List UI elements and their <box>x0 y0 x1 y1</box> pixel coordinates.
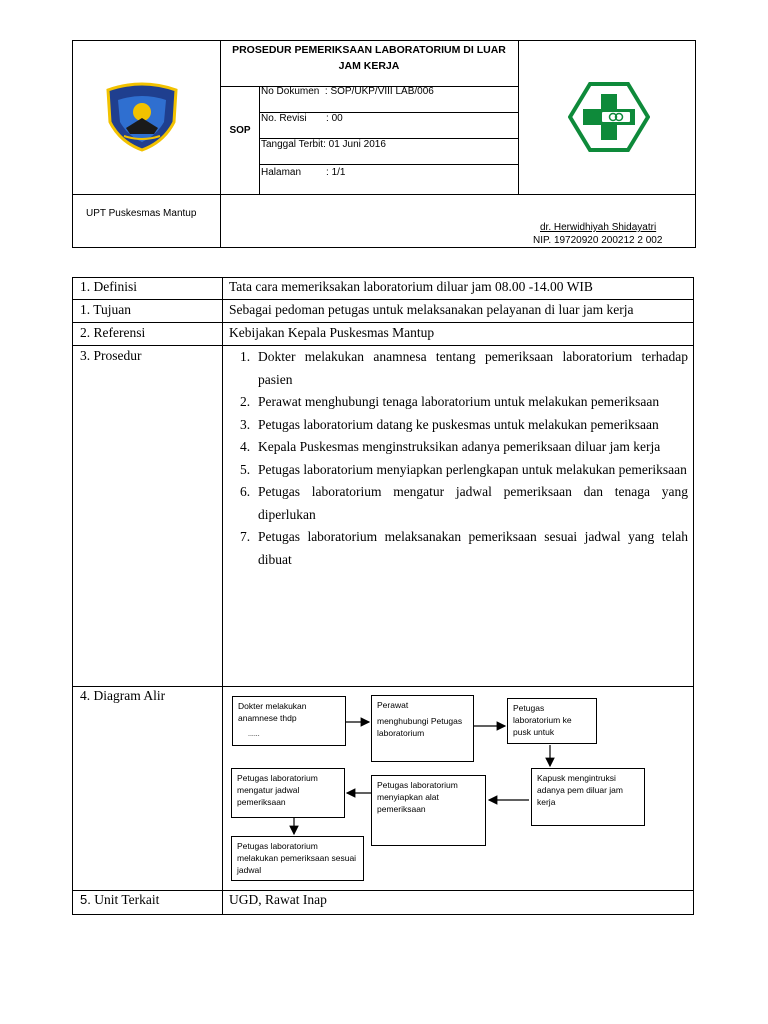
step-text: Perawat menghubungi tenaga laboratorium untuk melakukan pemeriksaan <box>258 394 660 409</box>
halaman: Halaman : 1/1 <box>261 167 346 178</box>
row-content-definisi: Tata cara memeriksakan laboratorium diluar jam 08.00 -14.00 WIB <box>229 279 593 294</box>
flow-box-text: Petugas laboratorium mengatur jadwal pemeriksaan <box>237 773 318 807</box>
sop-label: SOP <box>229 125 251 136</box>
flow-box-text-extra: ...... <box>248 731 260 738</box>
step-number: 7. <box>240 529 251 544</box>
step-text: Petugas laboratorium datang ke puskesmas untuk melakukan pemeriksaan <box>258 416 659 432</box>
step-number: 1. <box>240 349 251 364</box>
row-label-text: Unit Terkait <box>94 892 160 907</box>
row-label-unit-terkait <box>80 892 159 908</box>
step-text: Petugas laboratorium menyiapkan perlengkapan untuk melakukan pemeriksaan <box>258 461 687 477</box>
row-content-unit-terkait: UGD, Rawat Inap <box>229 892 327 907</box>
step-number: 2. <box>240 394 251 409</box>
flow-box-text: Kapusk mengintruksi adanya pem diluar jam kerja <box>537 773 623 807</box>
row-label-diagram: 4. Diagram Alir <box>80 688 166 703</box>
step-number: 5. <box>240 461 251 477</box>
step-number: 4. <box>240 439 251 454</box>
row-content-referensi: Kebijakan Kepala Puskesmas Mantup <box>229 325 435 340</box>
flow-box-text: Dokter melakukan anamnese thdp <box>238 701 307 723</box>
signer-nip: NIP. 19720920 200212 2 002 <box>533 235 663 246</box>
flow-box-text: Petugas laboratorium melakukan pemeriksaan sesuai jadwal <box>237 841 357 875</box>
row-label-tujuan: 1. Tujuan <box>80 302 132 317</box>
row-content-tujuan: Sebagai pedoman petugas untuk melaksanakan pelayanan di luar jam kerja <box>229 302 634 317</box>
flow-box-text: Perawat <box>377 700 409 710</box>
step-text: Petugas laboratorium melaksanakan pemeriksaan sesuai jadwal yang telah dibuat <box>258 529 688 567</box>
step-text: Dokter melakukan anamnesa tentang pemeriksaan laboratorium terhadap pasien <box>258 349 688 387</box>
no-dokumen: No Dokumen : SOP/UKP/VIII LAB/006 <box>261 86 434 97</box>
no-revisi: No. Revisi : 00 <box>261 113 343 124</box>
row-label-referensi: 2. Referensi <box>80 325 146 340</box>
step-number: 6. <box>240 484 251 499</box>
institution-name: UPT Puskesmas Mantup <box>86 208 197 219</box>
signer-name: dr. Herwidhiyah Shidayatri <box>540 222 657 233</box>
step-text: Petugas laboratorium mengatur jadwal pemeriksaan dan tenaga yang diperlukan <box>258 484 688 522</box>
document-title: PROSEDUR PEMERIKSAAN LABORATORIUM DI LUAR JAM KERJA <box>232 44 506 72</box>
row-label-number: 5. <box>80 892 91 907</box>
step-number: 3. <box>240 416 251 432</box>
row-label-prosedur: 3. Prosedur <box>80 348 142 363</box>
flow-box-text: Petugas laboratorium menyiapkan alat pemeriksaan <box>377 780 458 814</box>
step-text: Kepala Puskesmas menginstruksikan adanya pemeriksaan diluar jam kerja <box>258 439 661 454</box>
tanggal-terbit: Tanggal Terbit: 01 Juni 2016 <box>261 139 386 150</box>
flow-box-text: Petugas laboratorium ke pusk untuk <box>513 703 572 737</box>
row-label-definisi: 1. Definisi <box>80 279 137 294</box>
flow-box-text: menghubungi Petugas laboratorium <box>377 716 463 738</box>
